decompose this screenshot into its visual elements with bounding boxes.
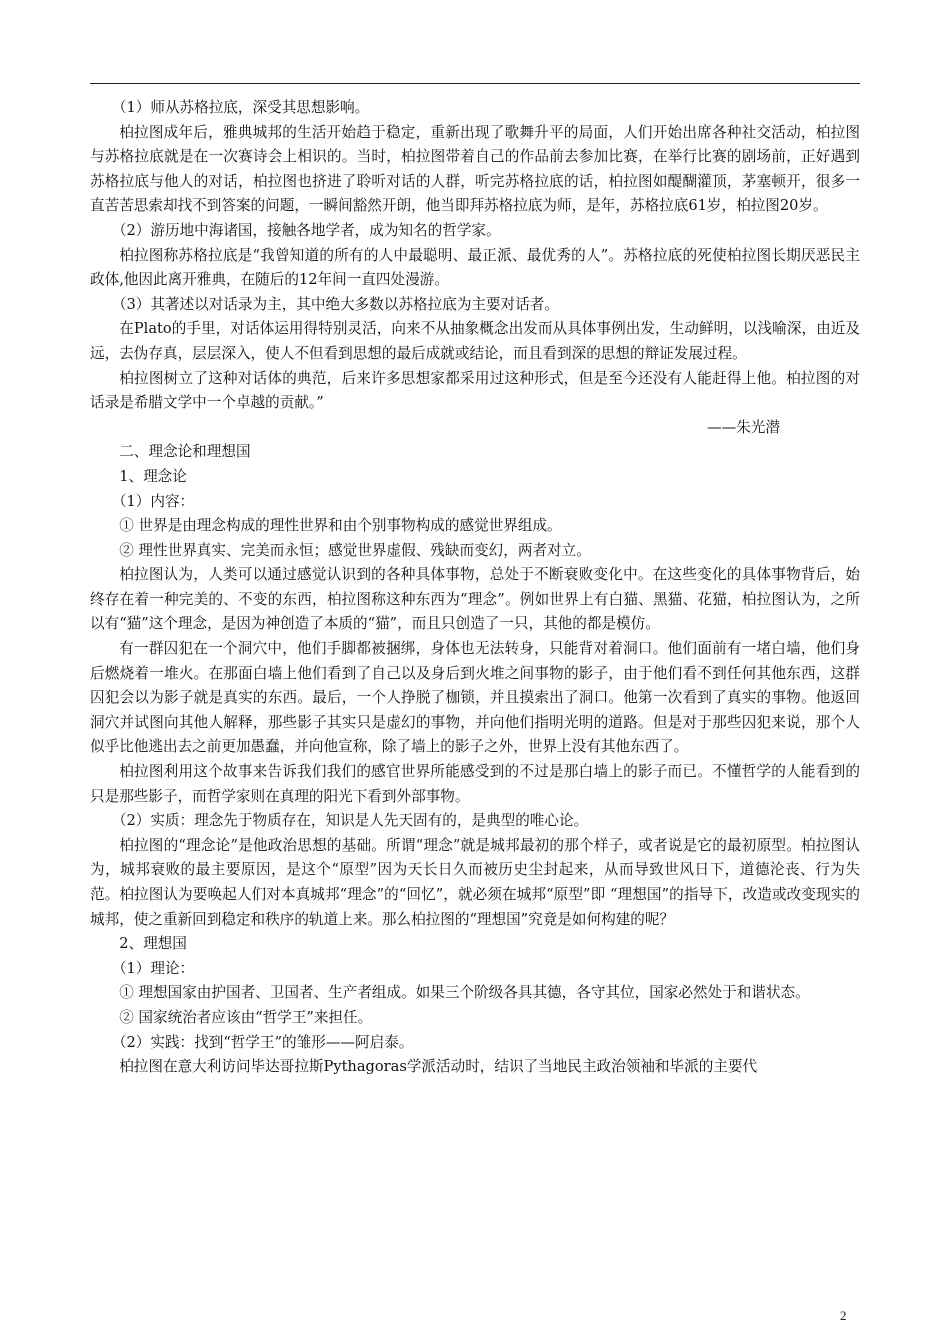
paragraph-socrates-death: 柏拉图称苏格拉底是“我曾知道的所有的人中最聪明、最正派、最优秀的人”。苏格拉底的死使柏拉图长期厌恶民主政体,他因此离开雅典，在随后的12年间一直四处漫游。 <box>90 246 860 289</box>
page-number: 2 <box>840 1308 847 1323</box>
subheading-practice: （2）实践：找到“哲学王”的雏形——阿启泰。 <box>111 1033 414 1051</box>
paragraph-forms-politics: 柏拉图的“理念论”是他政治思想的基础。所谓“理念”就是城邦最初的那个样子，或者说是它的最初原型。柏拉图认为，城邦衰败的最主要原因，是这个“原型”因为天长日久而被历史尘封起来，从而导致世风日下，道德沦丧、行为失范。柏拉图认为要唤起人们对本真城邦“理念”的“回忆”，就必须在城邦“原型”即 “理想国”的指导下，改造或改变现实的城邦，使之重新回到稳定和秩序的轨道上来。那么柏拉图的“理想国”究竟是如何构建的呢？ <box>90 836 860 928</box>
quote-attribution: ——朱光潜 <box>707 418 780 436</box>
section-heading-ideas-republic: 二、理念论和理想国 <box>119 443 251 461</box>
list-item-philosopher-king: ② 国家统治者应该由“哲学王”来担任。 <box>119 1008 373 1026</box>
subheading-theory: （1）理论： <box>111 959 195 977</box>
paragraph-meeting-socrates: 柏拉图成年后，雅典城邦的生活开始趋于稳定，重新出现了歌舞升平的局面，人们开始出席各种社交活动，柏拉图与苏格拉底就是在一次赛诗会上相识的。当时，柏拉图带着自己的作品前去参加比赛，在举行比赛的剧场前，正好遇到苏格拉底与他人的对话，柏拉图也挤进了聆听对话的人群，听完苏格拉底的话，柏拉图如醍醐灌顶，茅塞顿开，很多一直苦苦思索却找不到答案的问题，一瞬间豁然开朗，他当即拜苏格拉底为师，是年，苏格拉底61岁，柏拉图20岁。 <box>90 123 860 215</box>
subheading-essence: （2）实质：理念先于物质存在，知识是人先天固有的，是典型的唯心论。 <box>111 812 589 830</box>
subheading-study-socrates: （1）师从苏格拉底，深受其思想影响。 <box>111 99 370 116</box>
paragraph-cave-allegory: 有一群囚犯在一个洞穴中，他们手脚都被捆绑，身体也无法转身，只能背对着洞口。他们面前有一堵白墙，他们身后燃烧着一堆火。在那面白墙上他们看到了自己以及身后到火堆之间事物的影子，由于他们看不到任何其他东西，这群囚犯会以为影子就是真实的东西。最后，一个人挣脱了枷锁，并且摸索出了洞口。他第一次看到了真实的事物。他返回洞穴并试图向其他人解释，那些影子其实只是虚幻的事物，并向他们指明光明的道路。但是对于那些囚犯来说，那个人似乎比他逃出去之前更加愚蠢，并向他宣称，除了墙上的影子之外，世界上没有其他东西了。 <box>90 640 860 756</box>
list-item-three-classes: ① 理想国家由护国者、卫国者、生产者组成。如果三个阶级各具其德，各守其位，国家必然处于和谐状态。 <box>119 984 810 1002</box>
subheading-dialogues: （3）其著述以对话录为主，其中绝大多数以苏格拉底为主要对话者。 <box>111 295 559 313</box>
paragraph-dialogue-model: 柏拉图树立了这种对话体的典范，后来许多思想家都采用过这种形式，但是至今还没有人能赶得上他。柏拉图的对话录是希腊文学中一个卓越的贡献。” <box>90 369 860 412</box>
list-item-rational-world: ① 世界是由理念构成的理性世界和由个别事物构成的感觉世界组成。 <box>119 517 562 535</box>
section-heading-republic: 2、理想国 <box>119 935 187 953</box>
section-heading-theory-of-forms: 1、理念论 <box>119 467 187 485</box>
page-body <box>90 96 860 1080</box>
paragraph-italy-visit: 柏拉图在意大利访问毕达哥拉斯Pythagoras学派活动时，结识了当地民主政治领袖和毕派的主要代 <box>119 1058 758 1076</box>
paragraph-cat-example: 柏拉图认为，人类可以通过感觉认识到的各种具体事物，总处于不断衰败变化中。在这些变化的具体事物背后，始终存在着一种完美的、不变的东西，柏拉图称这种东西为“理念”。例如世界上有白猫、黑猫、花猫，柏拉图认为，之所以有“猫”这个理念，是因为神创造了本质的“猫”，而且只创造了一只，其他的都是模仿。 <box>90 566 860 633</box>
header-rule <box>90 83 860 84</box>
subheading-content: （1）内容： <box>111 492 195 510</box>
subheading-travels: （2）游历地中海诸国，接触各地学者，成为知名的哲学家。 <box>111 221 501 239</box>
paragraph-cave-meaning: 柏拉图利用这个故事来告诉我们我们的感官世界所能感受到的不过是那白墙上的影子而已。不懂哲学的人能看到的只是那些影子，而哲学家则在真理的阳光下看到外部事物。 <box>90 763 860 805</box>
paragraph-dialogue-form: 在Plato的手里，对话体运用得特别灵活，向来不从抽象概念出发而从具体事例出发，生动鲜明，以浅喻深，由近及远，去伪存真，层层深入，使人不但看到思想的最后成就或结论，而且看到深的思想的辩证发展过程。 <box>90 320 860 362</box>
list-item-sensory-world: ② 理性世界真实、完美而永恒；感觉世界虚假、残缺而变幻，两者对立。 <box>119 541 591 559</box>
